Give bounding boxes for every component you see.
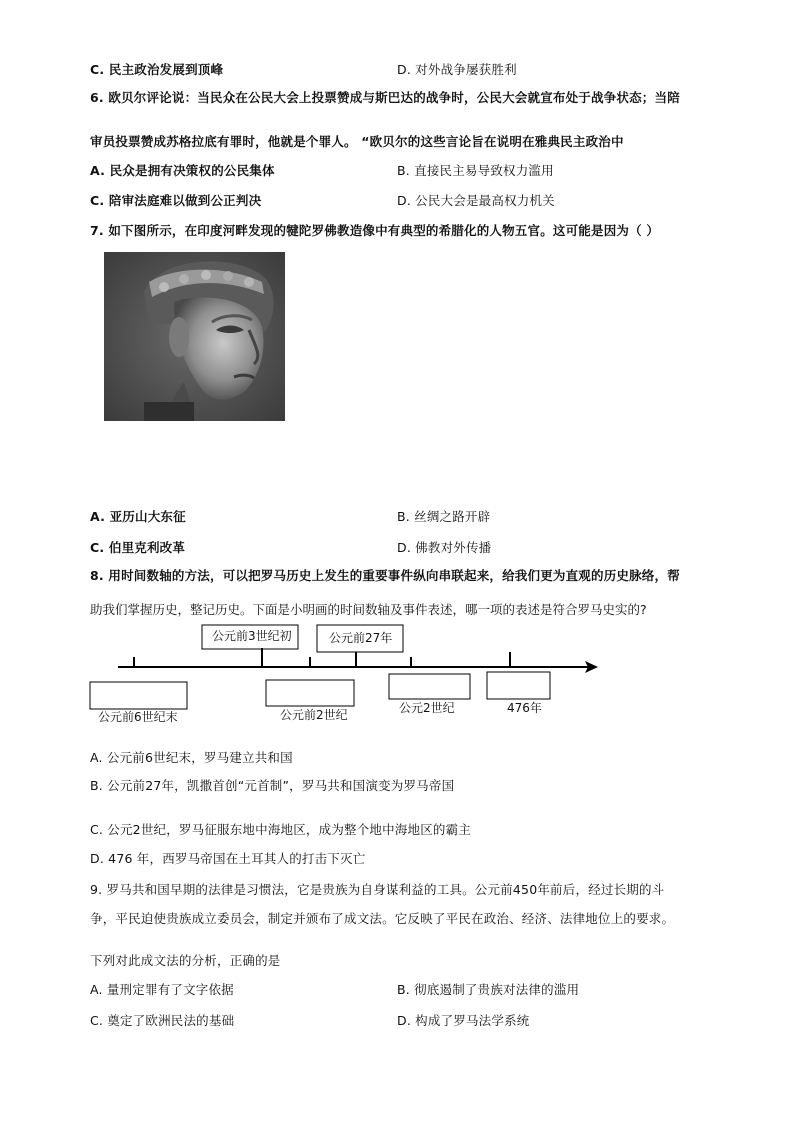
timeline-label-476: 476年: [507, 701, 542, 715]
q9-stem-line1: 9. 罗马共和国早期的法律是习惯法，它是贵族为自身谋利益的工具。公元前450年前后，经过长期的斗: [90, 882, 665, 897]
q6-option-b: B. 直接民主易导致权力滥用: [397, 163, 554, 178]
q6-option-a: A. 民众是拥有决策权的公民集体: [90, 163, 275, 178]
q5-option-d: D. 对外战争屡获胜利: [397, 62, 517, 77]
q8-option-c: C. 公元2世纪，罗马征服东地中海地区，成为整个地中海地区的霸主: [90, 822, 472, 837]
timeline-label-2nd-century-ad: 公元2世纪: [399, 701, 455, 715]
q9-option-a: A. 量刑定罪有了文字依据: [90, 982, 234, 997]
timeline-label-6th-century-bc: 公元前6世纪末: [98, 710, 178, 724]
timeline-label-3rd-century-bc: 公元前3世纪初: [212, 629, 292, 643]
q7-stem: 7. 如下图所示，在印度河畔发现的犍陀罗佛教造像中有典型的希腊化的人物五官。这可能是因为（ ）: [90, 223, 660, 238]
q8-stem-line1: 8. 用时间数轴的方法，可以把罗马历史上发生的重要事件纵向串联起来，给我们更为直观的历史脉络，帮: [90, 568, 680, 583]
q6-option-d: D. 公民大会是最高权力机关: [397, 193, 555, 208]
q6-stem-line1: 6. 欧贝尔评论说：当民众在公民大会上投票赞成与斯巴达的战争时，公民大会就宣布处于战争状态；当陪: [90, 90, 680, 105]
q8-option-b: B. 公元前27年，凯撒首创“元首制”，罗马共和国演变为罗马帝国: [90, 778, 455, 793]
timeline-bottom-box-1: [90, 682, 187, 709]
q8-option-a: A. 公元前6世纪末，罗马建立共和国: [90, 750, 293, 765]
q7-option-b: B. 丝绸之路开辟: [397, 509, 491, 524]
q7-option-a: A. 亚历山大东征: [90, 509, 186, 524]
timeline-bottom-box-3: [389, 674, 470, 699]
timeline-label-2nd-century-bc: 公元前2世纪: [280, 708, 348, 722]
q9-stem-line2: 争，平民迫使贵族成立委员会，制定并颁布了成文法。它反映了平民在政治、经济、法律地位上的要求。: [90, 911, 675, 926]
q8-option-d: D. 476 年，西罗马帝国在土耳其人的打击下灭亡: [90, 851, 366, 866]
q6-stem-line2: 审员投票赞成苏格拉底有罪时，他就是个罪人。 “欧贝尔的这些言论旨在说明在雅典民主政治中: [90, 134, 624, 149]
q7-option-d: D. 佛教对外传播: [397, 540, 492, 555]
q8-stem-line2-text: 助我们掌握历史，整记历史。下面是小明画的时间数轴及事件表述，哪一项的表述是符合罗马史实的?: [90, 602, 647, 617]
timeline-bottom-box-2: [266, 680, 354, 706]
q9-option-c: C. 奠定了欧洲民法的基础: [90, 1013, 235, 1028]
q9-stem-line3: 下列对此成文法的分析，正确的是: [90, 953, 281, 968]
q7-option-c: C. 伯里克利改革: [90, 540, 186, 555]
q6-option-c: C. 陪审法庭难以做到公正判决: [90, 193, 262, 208]
q9-option-b: B. 彻底遏制了贵族对法律的滥用: [397, 982, 580, 997]
timeline-label-27bc: 公元前27年: [329, 631, 393, 645]
q5-option-c: C. 民主政治发展到顶峰: [90, 62, 224, 77]
timeline-bottom-box-4: [487, 672, 550, 699]
q9-option-d: D. 构成了罗马法学系统: [397, 1013, 530, 1028]
